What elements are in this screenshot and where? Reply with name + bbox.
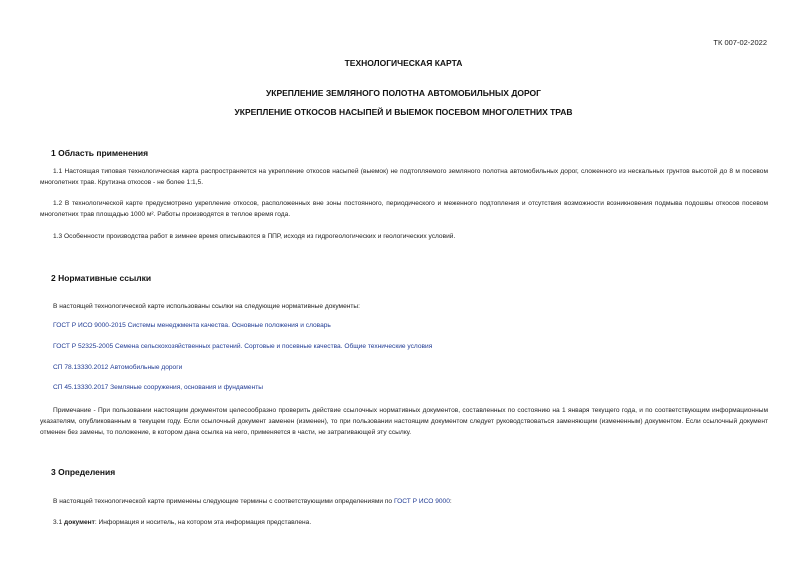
document-subtitle-1: УКРЕПЛЕНИЕ ЗЕМЛЯНОГО ПОЛОТНА АВТОМОБИЛЬНЫХ ДОРОГ: [265, 88, 541, 98]
paragraph-1-2-text: 1.2 В технологической карте предусмотрено укрепление откосов, расположенных вне зоны постоянного, периодического и меженного подтопления и отсутствия возможности возникновения подмыва подошвы откосов посевом многолетних трав площадью 1000 м². Работы производятся в теплое время года.: [40, 200, 768, 218]
definition-number: 3.1: [53, 519, 63, 526]
section-2-note-text: Примечание - При пользовании настоящим документом целесообразно проверить действие ссылочных нормативных документов, составленных по состоянию на 1 января текущего года, и по соответствующим информационным указателям, опубликованным в текущем году. Если ссылочный документ заменен (изменен), то при пользовании настоящим документом следует руководствоваться заменяющим (измененным) документом. Если ссылочный документ отменен без замены, то положение, в котором дана ссылка на него, применяется в части, не затрагивающей эту ссылку.: [40, 407, 768, 436]
paragraph-1-1: [40, 166, 768, 188]
section-2-heading: 2 Нормативные ссылки: [51, 273, 152, 283]
section-2-intro: [40, 301, 768, 312]
paragraph-1-3: [40, 231, 768, 242]
section-2-intro-text: В настоящей технологической карте использованы ссылки на следующие нормативные документы:: [53, 303, 360, 310]
paragraph-1-1-text: 1.1 Настоящая типовая технологическая карта распространяется на укрепление откосов насыпей (выемок) не подтопляемого земляного полотна автомобильных дорог, сложенного из нескальных грунтов высотой до 8 м посевом многолетних трав. Крутизна откосов - не более 1:1,5.: [40, 168, 768, 186]
reference-link-gost-iso-9000[interactable]: ГОСТ Р ИСО 9000-2015 Системы менеджмента качества. Основные положения и словарь: [53, 322, 331, 329]
paragraph-1-3-text: 1.3 Особенности производства работ в зимнее время описываются в ППР, исходя из гидрогеологических и геологических условий.: [53, 233, 456, 240]
reference-link-sp-78[interactable]: СП 78.13330.2012 Автомобильные дороги: [53, 364, 183, 371]
section-3-intro-suffix: :: [449, 498, 452, 505]
definition-3-1: [40, 517, 768, 528]
definition-text: : Информация и носитель, на котором эта информация представлена.: [94, 519, 312, 526]
definition-term: документ: [64, 519, 95, 526]
reference-link-gost-52325[interactable]: ГОСТ Р 52325-2005 Семена сельскохозяйственных растений. Сортовые и посевные качества. Общие технические условия: [53, 343, 433, 350]
section-2-note: [40, 405, 768, 438]
reference-link-sp-45[interactable]: СП 45.13330.2017 Земляные сооружения, основания и фундаменты: [53, 384, 263, 391]
section-3-intro-text: В настоящей технологической карте применены следующие термины с соответствующими определениями по: [53, 498, 394, 505]
document-subtitle-2: УКРЕПЛЕНИЕ ОТКОСОВ НАСЫПЕЙ И ВЫЕМОК ПОСЕВОМ МНОГОЛЕТНИХ ТРАВ: [234, 107, 573, 117]
document-title: ТЕХНОЛОГИЧЕСКАЯ КАРТА: [344, 58, 463, 68]
document-code: ТК 007-02-2022: [713, 38, 767, 47]
section-1-heading: 1 Область применения: [51, 148, 149, 158]
paragraph-1-2: [40, 198, 768, 220]
section-3-intro: [40, 496, 768, 507]
section-3-heading: 3 Определения: [51, 467, 116, 477]
definitions-source-link[interactable]: ГОСТ Р ИСО 9000: [393, 498, 450, 505]
